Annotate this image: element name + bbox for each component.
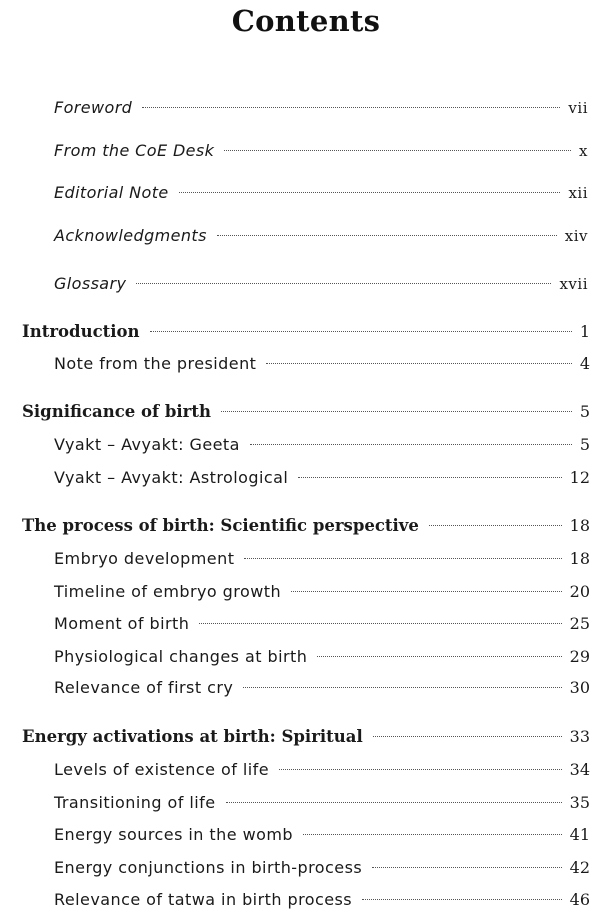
toc-page-number: 35 bbox=[569, 793, 590, 812]
toc-page-number: xii bbox=[568, 184, 588, 202]
toc-section-label: Timeline of embryo growth bbox=[54, 582, 282, 601]
toc-page-number: 42 bbox=[569, 858, 590, 877]
toc-page-number: 46 bbox=[569, 890, 590, 909]
toc-chapter-label: Significance of birth bbox=[22, 402, 211, 421]
dot-leader bbox=[373, 736, 562, 737]
toc-section-label: Relevance of first cry bbox=[54, 678, 234, 697]
toc-chapter-label: The process of birth: Scientific perspective bbox=[22, 516, 419, 535]
toc-page-number: 41 bbox=[569, 825, 590, 844]
toc-section-vyakt-geeta[interactable] bbox=[54, 433, 590, 457]
toc-page-number: xiv bbox=[564, 227, 588, 245]
toc-section-label: Physiological changes at birth bbox=[54, 647, 308, 666]
toc-section-label: Relevance of tatwa in birth process bbox=[54, 890, 353, 909]
toc-chapter-energy-activations[interactable] bbox=[22, 725, 590, 749]
toc-chapter-introduction[interactable] bbox=[22, 320, 590, 344]
toc-entry-glossary[interactable] bbox=[54, 272, 588, 296]
toc-section-energy-sources[interactable] bbox=[54, 823, 590, 847]
toc-page-number: 33 bbox=[569, 727, 590, 746]
toc-section-label: Note from the president bbox=[54, 354, 257, 373]
toc-page-number: xvii bbox=[559, 275, 588, 293]
dot-leader bbox=[372, 867, 561, 868]
toc-section-label: Embryo development bbox=[54, 549, 235, 568]
toc-page-number: 18 bbox=[569, 549, 590, 568]
toc-page-number: 5 bbox=[579, 402, 590, 421]
toc-section-timeline-embryo[interactable] bbox=[54, 580, 590, 604]
toc-section-physiological-changes[interactable] bbox=[54, 645, 590, 669]
dot-leader bbox=[279, 769, 562, 770]
toc-page-number: 4 bbox=[579, 354, 590, 373]
dot-leader bbox=[217, 235, 557, 236]
dot-leader bbox=[142, 107, 560, 108]
toc-page-number: vii bbox=[568, 99, 588, 117]
dot-leader bbox=[291, 591, 562, 592]
dot-leader bbox=[317, 656, 561, 657]
toc-section-label: Transitioning of life bbox=[54, 793, 216, 812]
dot-leader bbox=[179, 192, 561, 193]
toc-page-number: 18 bbox=[569, 516, 590, 535]
dot-leader bbox=[199, 623, 561, 624]
toc-section-energy-conjunctions[interactable] bbox=[54, 856, 590, 880]
toc-section-moment-of-birth[interactable] bbox=[54, 612, 590, 636]
toc-section-relevance-tatwa[interactable] bbox=[54, 888, 590, 912]
toc-page-number: 5 bbox=[579, 435, 590, 454]
toc-entry-label: Acknowledgments bbox=[54, 226, 207, 245]
toc-section-transitioning-life[interactable] bbox=[54, 791, 590, 815]
dot-leader bbox=[136, 283, 551, 284]
toc-section-label: Moment of birth bbox=[54, 614, 190, 633]
dot-leader bbox=[303, 834, 562, 835]
toc-section-note-president[interactable] bbox=[54, 352, 590, 376]
dot-leader bbox=[226, 802, 562, 803]
toc-section-label: Levels of existence of life bbox=[54, 760, 269, 779]
dot-leader bbox=[250, 444, 572, 445]
dot-leader bbox=[429, 525, 562, 526]
dot-leader bbox=[362, 899, 562, 900]
toc-page-number: x bbox=[579, 142, 588, 160]
dot-leader bbox=[244, 558, 561, 559]
toc-page-number: 25 bbox=[569, 614, 590, 633]
dot-leader bbox=[224, 150, 571, 151]
toc-page-number: 20 bbox=[569, 582, 590, 601]
toc-section-first-cry[interactable] bbox=[54, 676, 590, 700]
toc-entry-coe-desk[interactable] bbox=[54, 139, 588, 163]
toc-entry-acknowledgments[interactable] bbox=[54, 224, 588, 248]
toc-section-label: Energy sources in the womb bbox=[54, 825, 293, 844]
toc-chapter-label: Energy activations at birth: Spiritual bbox=[22, 727, 363, 746]
toc-chapter-label: Introduction bbox=[22, 322, 140, 341]
page-title: Contents bbox=[231, 4, 381, 38]
toc-entry-label: Foreword bbox=[54, 98, 133, 117]
toc-entry-editorial-note[interactable] bbox=[54, 181, 588, 205]
dot-leader bbox=[221, 411, 572, 412]
toc-entry-label: Editorial Note bbox=[54, 183, 169, 202]
toc-section-label: Energy conjunctions in birth-process bbox=[54, 858, 363, 877]
dot-leader bbox=[150, 331, 572, 332]
toc-section-label: Vyakt – Avyakt: Geeta bbox=[54, 435, 240, 454]
toc-section-vyakt-astrological[interactable] bbox=[54, 466, 590, 490]
toc-chapter-process-of-birth[interactable] bbox=[22, 514, 590, 538]
toc-entry-label: Glossary bbox=[54, 274, 127, 293]
dot-leader bbox=[298, 477, 561, 478]
toc-page-number: 30 bbox=[569, 678, 590, 697]
toc-section-label: Vyakt – Avyakt: Astrological bbox=[54, 468, 289, 487]
toc-section-levels-existence[interactable] bbox=[54, 758, 590, 782]
toc-section-embryo-development[interactable] bbox=[54, 547, 590, 571]
toc-page-number: 29 bbox=[569, 647, 590, 666]
toc-page-number: 34 bbox=[569, 760, 590, 779]
dot-leader bbox=[243, 687, 561, 688]
toc-entry-foreword[interactable] bbox=[54, 96, 588, 120]
toc-page-number: 12 bbox=[569, 468, 590, 487]
toc-page-number: 1 bbox=[579, 322, 590, 341]
dot-leader bbox=[266, 363, 571, 364]
toc-chapter-significance[interactable] bbox=[22, 400, 590, 424]
toc-entry-label: From the CoE Desk bbox=[54, 141, 215, 160]
